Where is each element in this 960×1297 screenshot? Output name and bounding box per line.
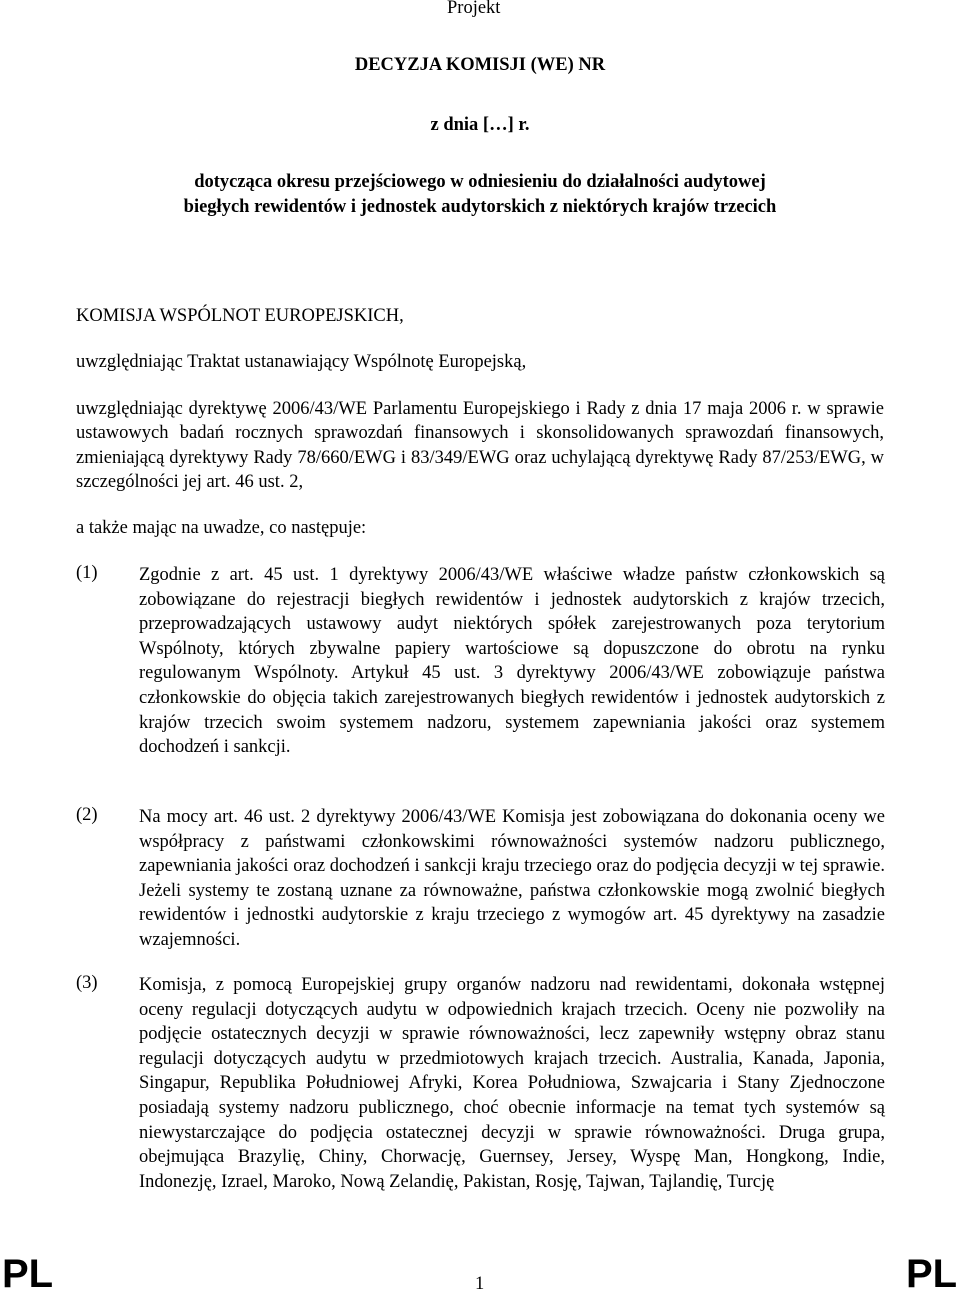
recital-text: Na mocy art. 46 ust. 2 dyrektywy 2006/43/WE Komisja jest zobowiązana do dokonania oceny we współpracy z państwami członkowskimi równoważności systemów nadzoru publicznego, zapewniania jakości oraz dochodzeń i sankcji kraju trzeciego oraz do podjęcia decyzji w tej sprawie. Jeżeli systemy te zostaną uznane za równoważne, państwa członkowskie mogą zwolnić biegłych rewidentów i jednostki audytorskie z kraju trzeciego z wymogów art. 45 dyrektywy na zasadzie wzajemności. <box>139 807 885 950</box>
institution-line: KOMISJA WSPÓLNOT EUROPEJSKICH, <box>76 306 404 326</box>
language-marker-left: PL <box>2 1252 54 1296</box>
citation-treaty: uwzględniając Traktat ustanawiający Wspólnotę Europejską, <box>76 352 527 372</box>
recital-number: (1) <box>76 563 98 583</box>
document-date: z dnia […] r. <box>430 115 530 135</box>
recital-text: Komisja, z pomocą Europejskiej grupy organów nadzoru nad rewidentami, dokonała wstępnej oceny regulacji dotyczących audytu w odpowiednich krajach trzecich. Oceny nie pozwoliły na podjęcie ostatecznych decyzji w sprawie równoważności, lecz zapewniły wstępny obraz stanu regulacji dotyczących audytu w przedmiotowych krajach trzecich. Australia, Kanada, Japonia, Singapur, Republika Południowej Afryki, Korea Południowa, Szwajcaria i Stany Zjednoczone posiadają systemy nadzoru publicznego, choć obecnie informacje na temat tych systemów są niewystarczające do podjęcia ostatecznej decyzji w sprawie równoważności. Druga grupa, obejmująca Brazylię, Chiny, Chorwację, Guernsey, Jersey, Wyspę Man, Hongkong, Indie, Indonezję, Izrael, Maroko, Nową Zelandię, Pakistan, Rosję, Tajwan, Tajlandię, Turcję <box>139 975 885 1192</box>
recital-number: (3) <box>76 973 98 993</box>
projekt-label: Projekt <box>447 0 501 18</box>
page-number: 1 <box>475 1274 485 1294</box>
language-marker-right: PL <box>906 1252 958 1296</box>
recital-number: (2) <box>76 805 98 825</box>
document-subject: dotycząca okresu przejściowego w odniesieniu do działalności audytowej biegłych rewidentów i jednostek audytorskich z niektórych krajów trzecich <box>183 172 777 217</box>
document-title: DECYZJA KOMISJI (WE) NR <box>354 55 606 75</box>
recital-text: Zgodnie z art. 45 ust. 1 dyrektywy 2006/43/WE właściwe władze państw członkowskich są zobowiązane do rejestracji biegłych rewidentów i jednostek audytorskich z krajów trzecich, przeprowadzających ustawowy audyt niektórych spółek zarejestrowanych poza terytorium Wspólnoty, których zbywalne papiery wartościowe są dopuszczone do obrotu na rynku regulowanym Wspólnoty. Artykuł 45 ust. 3 dyrektywy 2006/43/WE zobowiązuje państwa członkowskie do objęcia takich zarejestrowanych biegłych rewidentów i jednostek audytorskich z krajów trzecich swoim systemem nadzoru, systemem zapewniania jakości oraz systemem dochodzeń i sankcji. <box>139 565 885 758</box>
whereas-line: a także mając na uwadze, co następuje: <box>76 518 367 538</box>
citation-directive: uwzględniając dyrektywę 2006/43/WE Parlamentu Europejskiego i Rady z dnia 17 maja 2006 r. w sprawie ustawowych badań rocznych sprawozdań finansowych i skonsolidowanych sprawozdań finansowych, zmieniającą dyrektywy Rady 78/660/EWG i 83/349/EWG oraz uchylającą dyrektywę Rady 87/253/EWG, w szczególności jej art. 46 ust. 2, <box>76 399 884 493</box>
